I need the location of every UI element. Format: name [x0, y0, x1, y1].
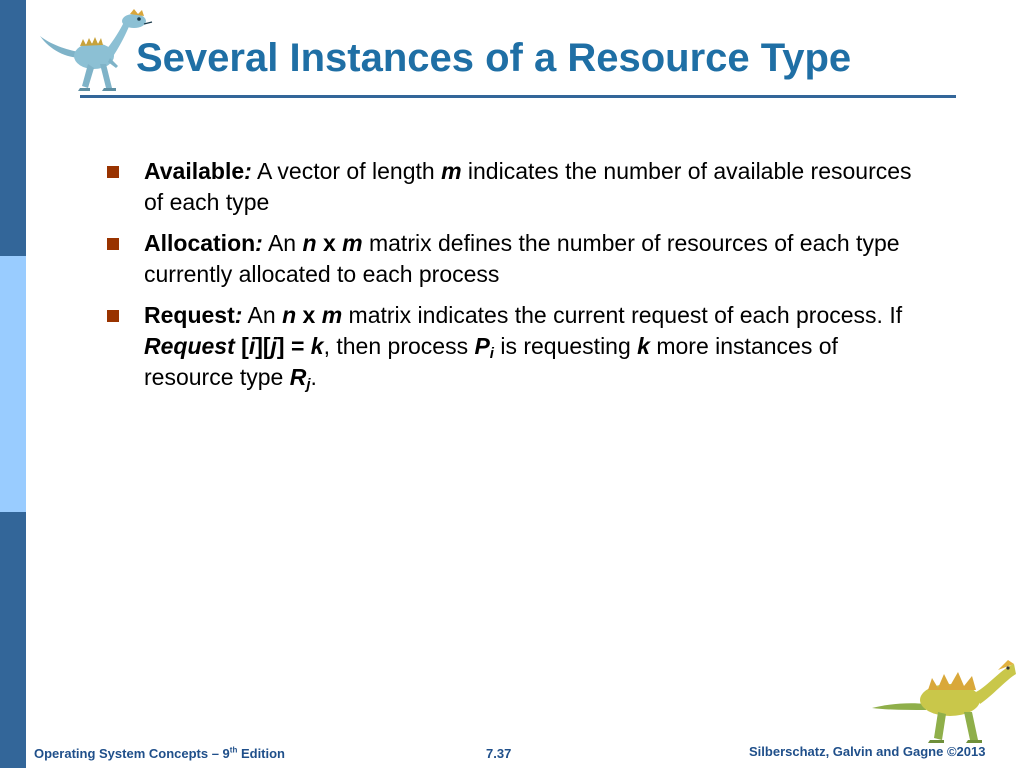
var-n: n: [282, 302, 297, 328]
bullet-text: indicates the number of available resources of each type: [144, 158, 912, 215]
bullet-text: .: [310, 364, 317, 390]
slide-title: Several Instances of a Resource Type: [136, 36, 852, 80]
bracket: [: [234, 333, 249, 359]
accent-bar-top-segment: [0, 0, 26, 256]
process-p: P: [474, 333, 490, 359]
bullet-text: , then process: [323, 333, 475, 359]
bullet-item-request: [104, 300, 924, 393]
footer-book-superscript: th: [229, 745, 238, 755]
footer-book-prefix: Operating System Concepts – 9: [34, 746, 230, 761]
bullet-item-available: [104, 156, 924, 218]
term-colon: :: [255, 230, 263, 256]
bullet-square-icon: [107, 166, 119, 178]
var-k: k: [637, 333, 650, 359]
bullet-square-icon: [107, 238, 119, 250]
resource-r: R: [289, 364, 307, 390]
var-n: n: [302, 230, 317, 256]
bullet-text: An: [262, 230, 303, 256]
bullet-text: matrix indicates the current request of each process. If: [342, 302, 903, 328]
footer-book-suffix: Edition: [237, 746, 286, 761]
bullet-text: matrix defines the number of resources of each type currently allocated to each process: [144, 230, 900, 287]
times-symbol: x: [296, 302, 322, 328]
resource-subscript: j: [306, 376, 311, 393]
title-underline: [80, 95, 956, 98]
var-m: m: [441, 158, 462, 184]
bracket: ][: [255, 333, 271, 359]
times-symbol: x: [316, 230, 343, 256]
accent-bar-middle-segment: [0, 256, 26, 512]
bullet-text: An: [242, 302, 283, 328]
bullet-text: A vector of length: [251, 158, 442, 184]
term-available: Available: [144, 158, 245, 184]
footer-book-title: [34, 746, 285, 761]
bullet-list: [104, 156, 924, 403]
index-i: i: [248, 333, 256, 359]
bullet-square-icon: [107, 310, 119, 322]
var-m: m: [342, 230, 363, 256]
footer-page-number: 7.37: [486, 746, 512, 761]
term-colon: :: [244, 158, 252, 184]
left-accent-bar: [0, 0, 26, 768]
accent-bar-bottom-segment: [0, 512, 26, 768]
dinosaur-icon: [868, 656, 1018, 746]
term-request: Request: [144, 302, 235, 328]
index-j: j: [270, 333, 277, 359]
term-allocation: Allocation: [144, 230, 256, 256]
bullet-text: is requesting: [493, 333, 638, 359]
var-m: m: [321, 302, 343, 328]
term-colon: :: [234, 302, 243, 328]
request-name: Request: [144, 333, 235, 359]
bullet-item-allocation: [104, 228, 924, 290]
var-k: k: [310, 333, 324, 359]
bullet-text: more instances of resource type: [144, 333, 838, 390]
process-subscript: i: [489, 345, 494, 362]
footer-authors: Silberschatz, Galvin and Gagne ©2013: [749, 744, 986, 759]
bracket-equals: ] =: [276, 333, 311, 359]
